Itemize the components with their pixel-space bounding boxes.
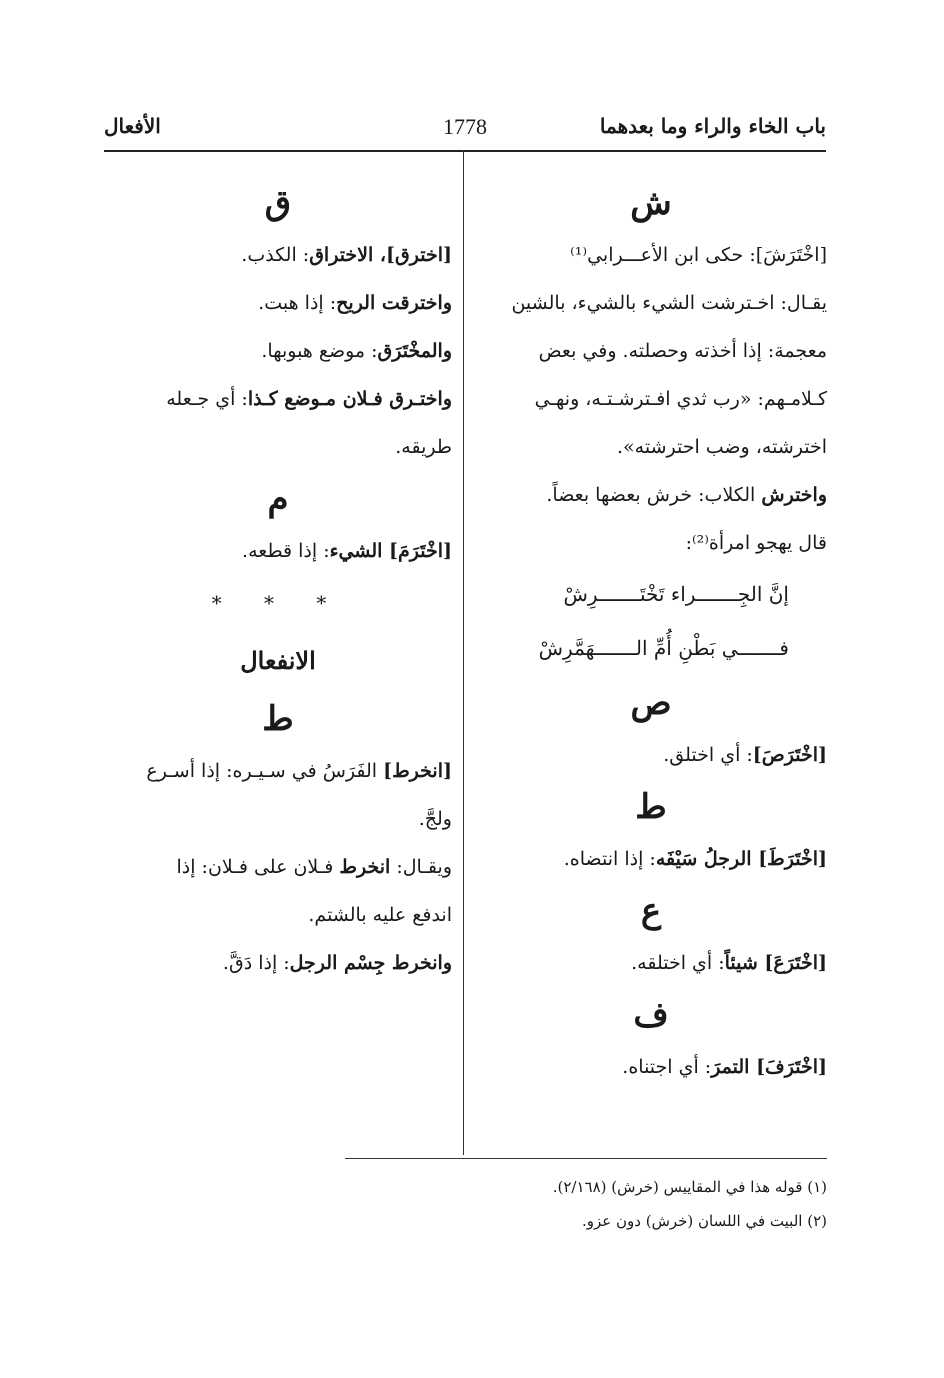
chapter-title: باب الخاء والراء وما بعدهما [599,114,826,138]
entry-line: يقـال: اخـترشت الشيء بالشيء، بالشين [511,292,827,314]
verse-line: فـــــــي بَطْنِ أُمِّ الـــــــهَمَّرِشْ [538,636,789,660]
headword: [اخْتَرَفَ] التمرَ [711,1056,827,1078]
headword: واخترقت الريح [336,292,452,314]
entry-line [475,471,827,519]
footnote: (١) قوله هذا في المقاييس (خرش) (٢/١٦٨). [552,1178,827,1196]
entry-line: كـلامـهم: «رب ثدي افـترشـتـه، ونهـي [534,388,827,410]
letter-heading-ta: ط [262,699,294,739]
letter-heading-mim: م [267,479,289,519]
section-heading: الانفعال [240,646,316,675]
definition: : إذا هبت. [258,292,337,314]
entry-line [104,527,452,575]
entry-line [104,939,452,987]
verse-line: إنَّ الجِـــــــراء تَخْتَـــــــرِشْ [563,582,789,606]
letter-heading-ta: ط [635,787,667,827]
entry-line: اندفع عليه بالشتم. [308,904,452,926]
definition: الكلاب: خرش بعضها بعضاً. [546,484,762,506]
entry-line [475,939,827,987]
footnote-rule [345,1158,827,1159]
headword: وانخرط جِسْم الرجل [289,952,452,974]
headword: [اخْتَرَعَ] شيئاً [724,952,827,974]
entry-line [104,327,452,375]
entry-text [475,231,827,567]
entry-line: ولجَّ. [418,808,452,830]
headword: [اخترق]، الاختراق [309,244,452,266]
entry-line [104,375,452,423]
headword: واخترش [761,484,827,506]
entry-line: [اخْتَرَشَ]: حكى ابن الأعـــرابي⁽¹⁾ [570,244,827,266]
headword: [اخْتَرَصَ] [752,744,827,766]
left-column [104,175,452,987]
definition: : أي اختلقه. [631,952,725,974]
entry-line: معجمة: إذا أخذته وحصلته. وفي بعض [538,340,827,362]
definition: : أي اجتناه. [622,1056,712,1078]
page-header [104,108,826,148]
headword: انخرط [339,856,391,878]
entry-line [475,731,827,779]
section-separator-stars: * * * [211,591,345,615]
header-rule [104,150,826,152]
entry-line [104,747,452,795]
definition: : إذا دَقَّ. [222,952,290,974]
entry-line [475,835,827,883]
headword: والمخْتَرَق [377,340,452,362]
headword: [اخْتَرَطَ] الرجلُ سَيْفَه [655,848,827,870]
letter-heading-sh: ش [630,183,672,223]
entry-line [104,279,452,327]
letter-heading-fa: ف [633,995,669,1035]
definition: : موضع هبوبها. [261,340,378,362]
entry-line [475,1043,827,1091]
right-column [475,175,827,1091]
definition: : أي اختلق. [663,744,753,766]
definition: فـلان على فـلان: إذا [176,856,340,878]
definition: ويقـال: [390,856,452,878]
section-title: الأفعال [104,114,161,138]
entry-line: قال يهجو امرأة⁽²⁾: [685,532,827,554]
definition: : إذا قطعه. [242,540,330,562]
footnote: (٢) البيت في اللسان (خرش) دون عزو. [582,1212,827,1230]
page-number: 1778 [443,114,487,139]
letter-heading-qaf: ق [264,183,292,223]
letter-heading-ain: ع [640,891,662,931]
letter-heading-sad: ص [630,683,672,723]
entry-line [104,843,452,891]
entry-line: اخترشته، وضب احترشته». [616,436,827,458]
poem-verse [475,567,827,675]
definition: : الكذب. [241,244,310,266]
definition: : إذا انتضاه. [563,848,656,870]
entry-line: طريقه. [395,436,452,458]
definition: الفَرَسُ في سـيـره: إذا أسـرع [146,760,384,782]
headword: [اخْتَرَمَ] الشيء [329,540,452,562]
entry-line [104,231,452,279]
headword: واختـرق فـلان مـوضع كـذا [247,388,452,410]
footnotes [345,1170,827,1238]
definition: : أي جـعله [166,388,248,410]
column-divider [463,150,464,1155]
headword: [انخرط] [383,760,452,782]
